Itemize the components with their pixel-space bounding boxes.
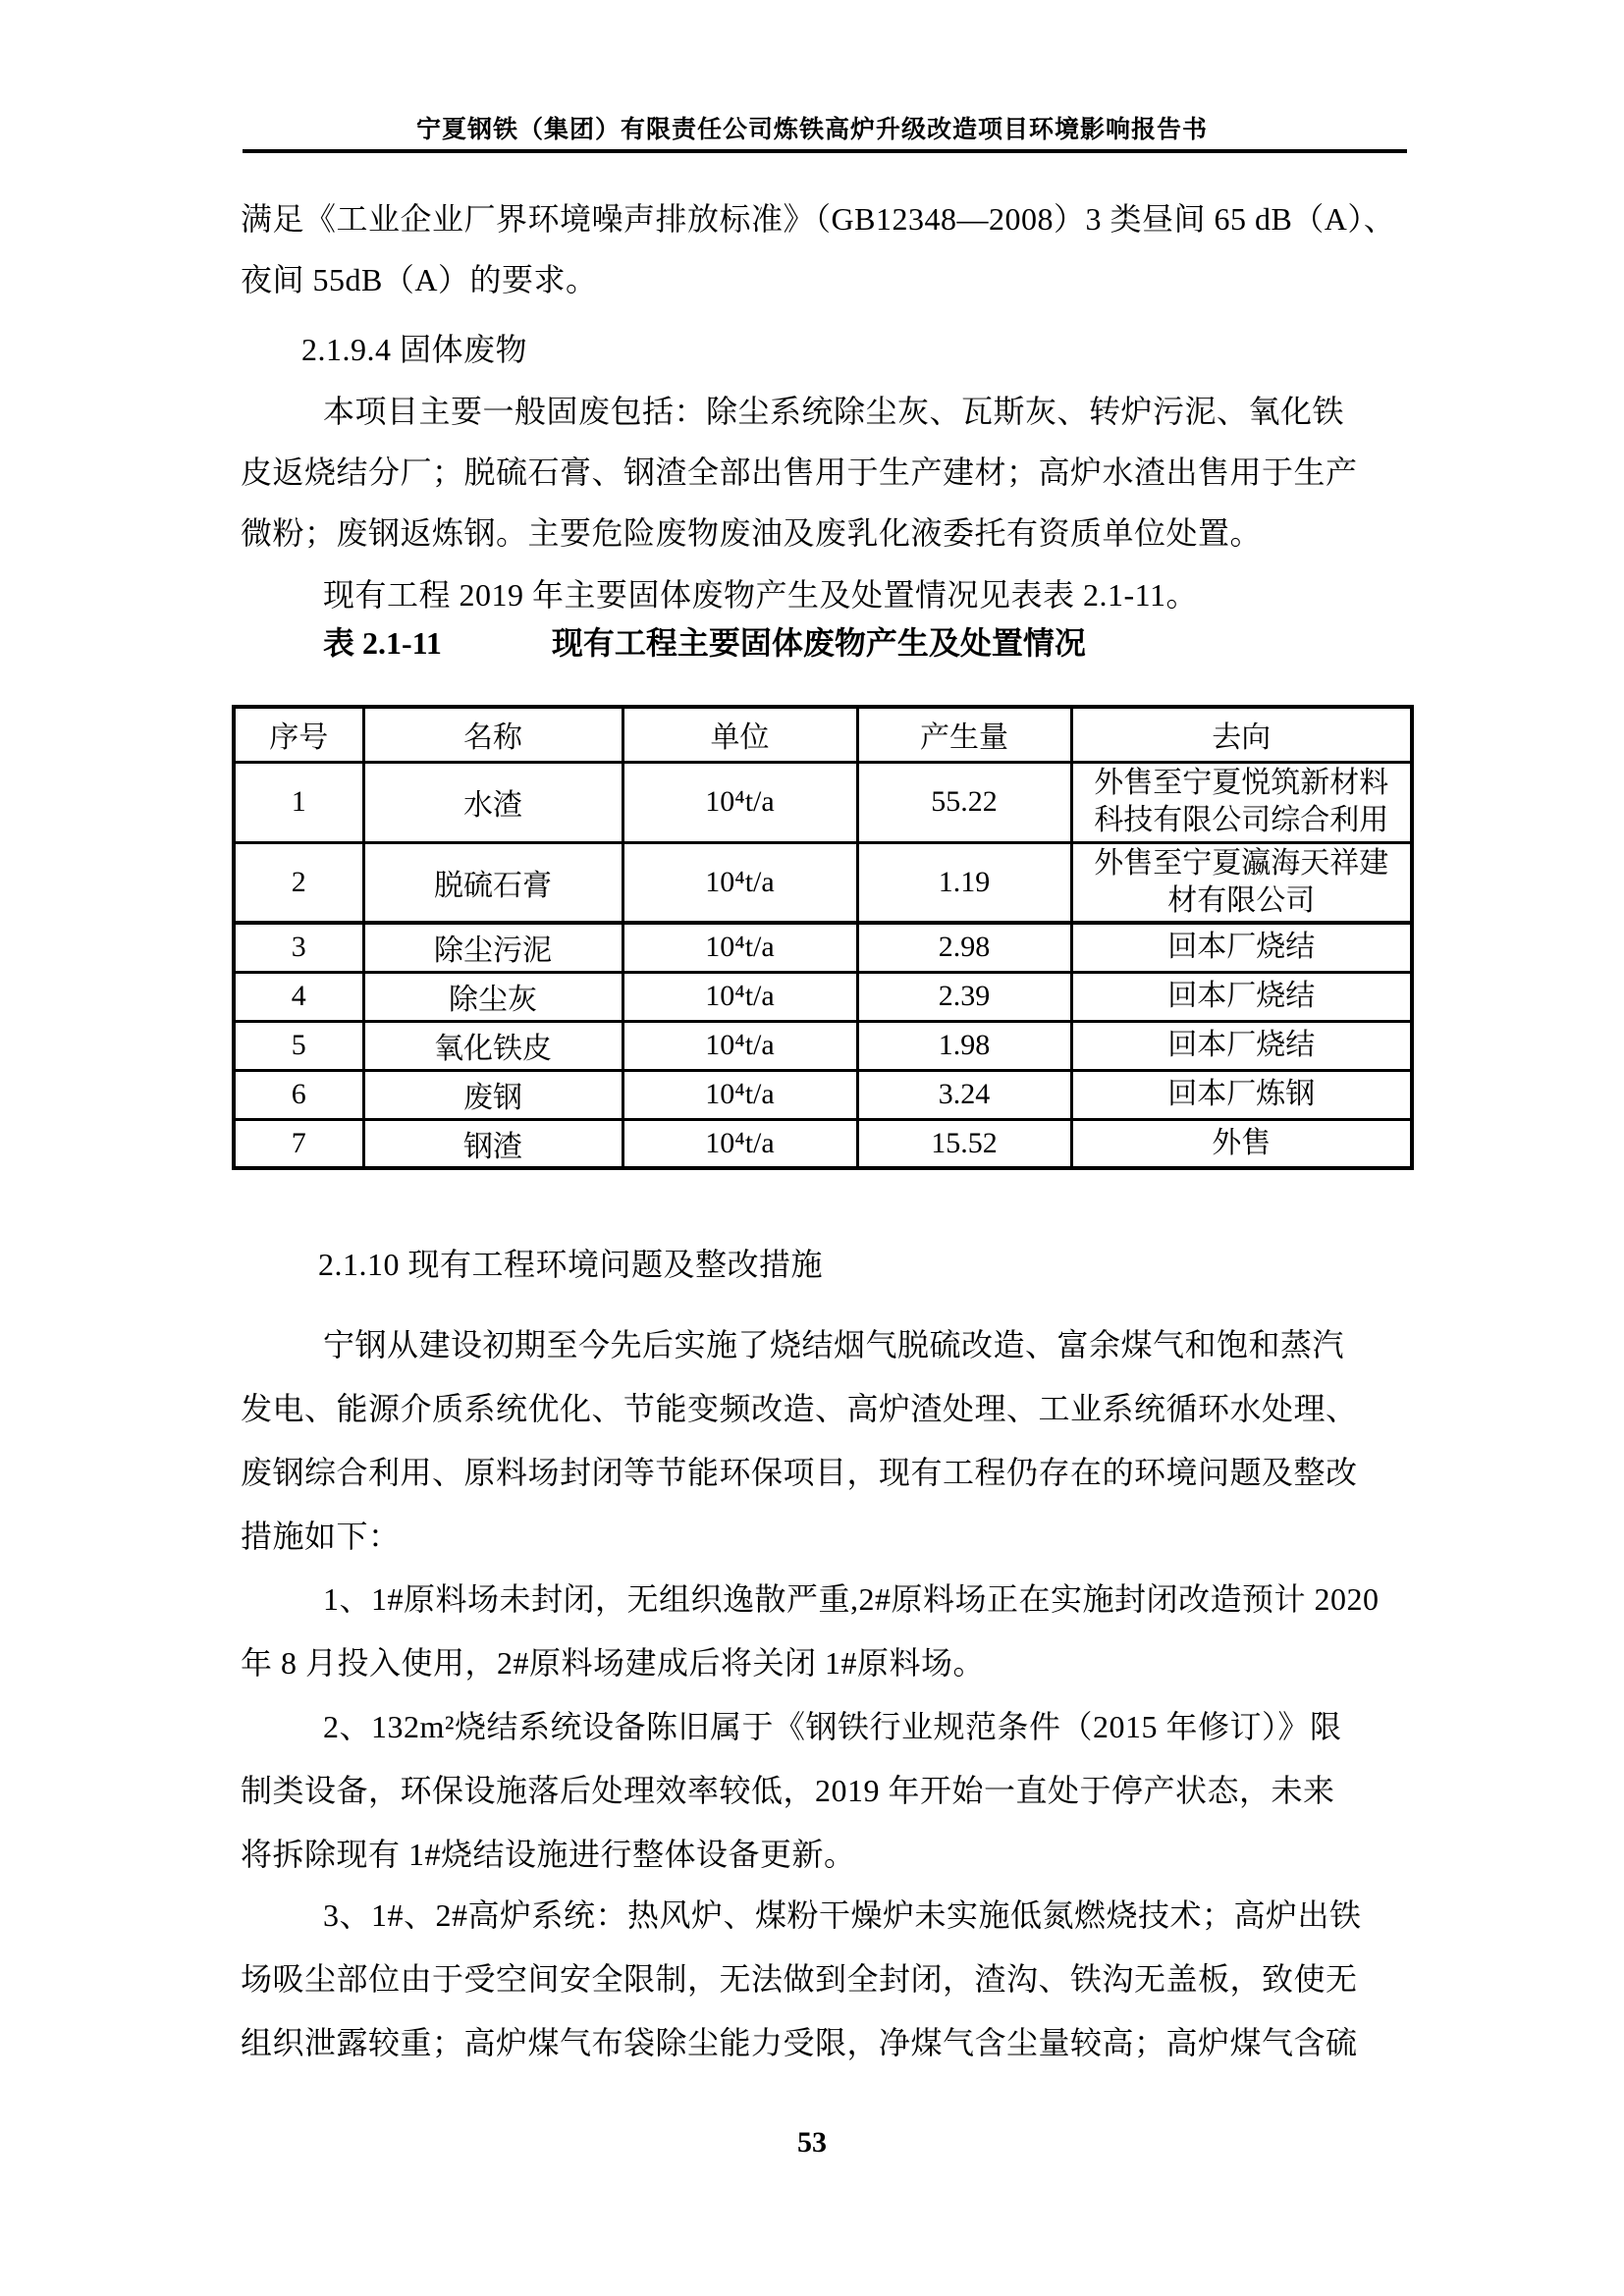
cell-dest: 回本厂烧结: [1071, 923, 1412, 972]
issue-item-2: [241, 1695, 1342, 1887]
cell-qty: 3.24: [857, 1070, 1071, 1119]
paragraph-line: 宁钢从建设初期至今先后实施了烧结烟气脱硫改造、富余煤气和饱和蒸汽: [323, 1327, 1345, 1362]
col-header-no: 序号: [234, 707, 363, 762]
issue-item-3: [241, 1884, 1362, 2075]
cell-no: 3: [234, 923, 363, 972]
paragraph-line: 将拆除现有 1#烧结设施进行整体设备更新。: [241, 1837, 856, 1872]
header-rule: [243, 149, 1407, 153]
cell-dest: 回本厂炼钢: [1071, 1070, 1412, 1119]
table-row: [234, 1021, 1412, 1070]
table-row: [234, 972, 1412, 1021]
cell-qty: 2.39: [857, 972, 1071, 1021]
paragraph-line: 本项目主要一般固废包括：除尘系统除尘灰、瓦斯灰、转炉污泥、氧化铁: [323, 394, 1345, 429]
paragraph-reform-overview: [241, 1313, 1358, 1569]
solid-waste-table-container: [232, 705, 1414, 1170]
page-header-title: 宁夏钢铁（集团）有限责任公司炼铁高炉升级改造项目环境影响报告书: [415, 117, 1208, 143]
cell-unit: 10⁴t/a: [623, 1070, 857, 1119]
solid-waste-table: [232, 705, 1414, 1170]
paragraph-noise-standard: [241, 188, 1395, 310]
cell-qty: 1.19: [857, 842, 1071, 923]
paragraph-line: 3、1#、2#高炉系统：热风炉、煤粉干燥炉未实施低氮燃烧技术；高炉出铁: [323, 1897, 1362, 1933]
col-header-name: 名称: [363, 707, 623, 762]
cell-unit: 10⁴t/a: [623, 923, 857, 972]
table-row: [234, 762, 1412, 842]
paragraph-line: 皮返烧结分厂；脱硫石膏、钢渣全部出售用于生产建材；高炉水渣出售用于生产: [241, 454, 1358, 490]
cell-unit: 10⁴t/a: [623, 1021, 857, 1070]
heading-2-1-9-4: [241, 319, 527, 380]
paragraph-line: 制类设备，环保设施落后处理效率较低，2019 年开始一直处于停产状态，未来: [241, 1773, 1335, 1808]
paragraph-solid-waste: [241, 381, 1358, 563]
cell-no: 7: [234, 1119, 363, 1168]
cell-name: 除尘灰: [363, 972, 623, 1021]
cell-dest: 回本厂烧结: [1071, 1021, 1412, 1070]
cell-no: 4: [234, 972, 363, 1021]
cell-no: 5: [234, 1021, 363, 1070]
cell-no: 1: [234, 762, 363, 842]
table-caption-title: 现有工程主要固体废物产生及处置情况: [551, 625, 1086, 661]
cell-name: 脱硫石膏: [363, 842, 623, 923]
paragraph-line: 年 8 月投入使用，2#原料场建成后将关闭 1#原料场。: [241, 1645, 986, 1681]
cell-unit: 10⁴t/a: [623, 972, 857, 1021]
table-caption: [241, 625, 1086, 661]
cell-name: 钢渣: [363, 1119, 623, 1168]
cell-name: 废钢: [363, 1070, 623, 1119]
issue-item-1: [241, 1568, 1380, 1695]
paragraph-line: 满足《工业企业厂界环境噪声排放标准》（GB12348—2008）3 类昼间 65 dB（A）、: [241, 201, 1396, 237]
cell-qty: 15.52: [857, 1119, 1071, 1168]
col-header-unit: 单位: [623, 707, 857, 762]
cell-qty: 1.98: [857, 1021, 1071, 1070]
table-row: [234, 1070, 1412, 1119]
cell-unit: 10⁴t/a: [623, 762, 857, 842]
paragraph-line: 组织泄露较重；高炉煤气布袋除尘能力受限，净煤气含尘量较高；高炉煤气含硫: [241, 2025, 1358, 2060]
cell-dest: 外售至宁夏瀛海天祥建材有限公司: [1071, 842, 1412, 923]
paragraph-line: 场吸尘部位由于受空间安全限制，无法做到全封闭，渣沟、铁沟无盖板，致使无: [241, 1961, 1358, 1997]
table-row: [234, 923, 1412, 972]
cell-name: 除尘污泥: [363, 923, 623, 972]
col-header-dest: 去向: [1071, 707, 1412, 762]
table-row: [234, 1119, 1412, 1168]
paragraph-line: 措施如下：: [241, 1519, 401, 1554]
paragraph-line: 1、1#原料场未封闭，无组织逸散严重,2#原料场正在实施封闭改造预计 2020: [323, 1581, 1380, 1617]
paragraph-line: 废钢综合利用、原料场封闭等节能环保项目，现有工程仍存在的环境问题及整改: [241, 1455, 1358, 1490]
cell-name: 水渣: [363, 762, 623, 842]
cell-dest: 外售至宁夏悦筑新材料科技有限公司综合利用: [1071, 762, 1412, 842]
paragraph-table-reference: [241, 564, 1198, 625]
cell-unit: 10⁴t/a: [623, 1119, 857, 1168]
paragraph-line: 2、132m²烧结系统设备陈旧属于《钢铁行业规范条件（2015 年修订）》限: [323, 1709, 1342, 1744]
cell-dest: 回本厂烧结: [1071, 972, 1412, 1021]
heading-text: 2.1.10 现有工程环境问题及整改措施: [318, 1247, 824, 1282]
paragraph-line: 发电、能源介质系统优化、节能变频改造、高炉渣处理、工业系统循环水处理、: [241, 1391, 1358, 1426]
paragraph-line: 微粉；废钢返炼钢。主要危险废物废油及废乳化液委托有资质单位处置。: [241, 515, 1263, 551]
table-row: [234, 842, 1412, 923]
cell-qty: 2.98: [857, 923, 1071, 972]
table-caption-label: 表 2.1-11: [323, 625, 442, 661]
heading-2-1-10: [241, 1234, 823, 1295]
table-header-row: [234, 707, 1412, 762]
page-number: 53: [797, 2126, 827, 2159]
cell-no: 6: [234, 1070, 363, 1119]
cell-dest: 外售: [1071, 1119, 1412, 1168]
paragraph-line: 现有工程 2019 年主要固体废物产生及处置情况见表表 2.1-11。: [323, 577, 1198, 613]
cell-unit: 10⁴t/a: [623, 842, 857, 923]
heading-text: 2.1.9.4 固体废物: [301, 332, 528, 367]
paragraph-line: 夜间 55dB（A）的要求。: [241, 262, 598, 297]
cell-name: 氧化铁皮: [363, 1021, 623, 1070]
cell-qty: 55.22: [857, 762, 1071, 842]
cell-no: 2: [234, 842, 363, 923]
col-header-qty: 产生量: [857, 707, 1071, 762]
